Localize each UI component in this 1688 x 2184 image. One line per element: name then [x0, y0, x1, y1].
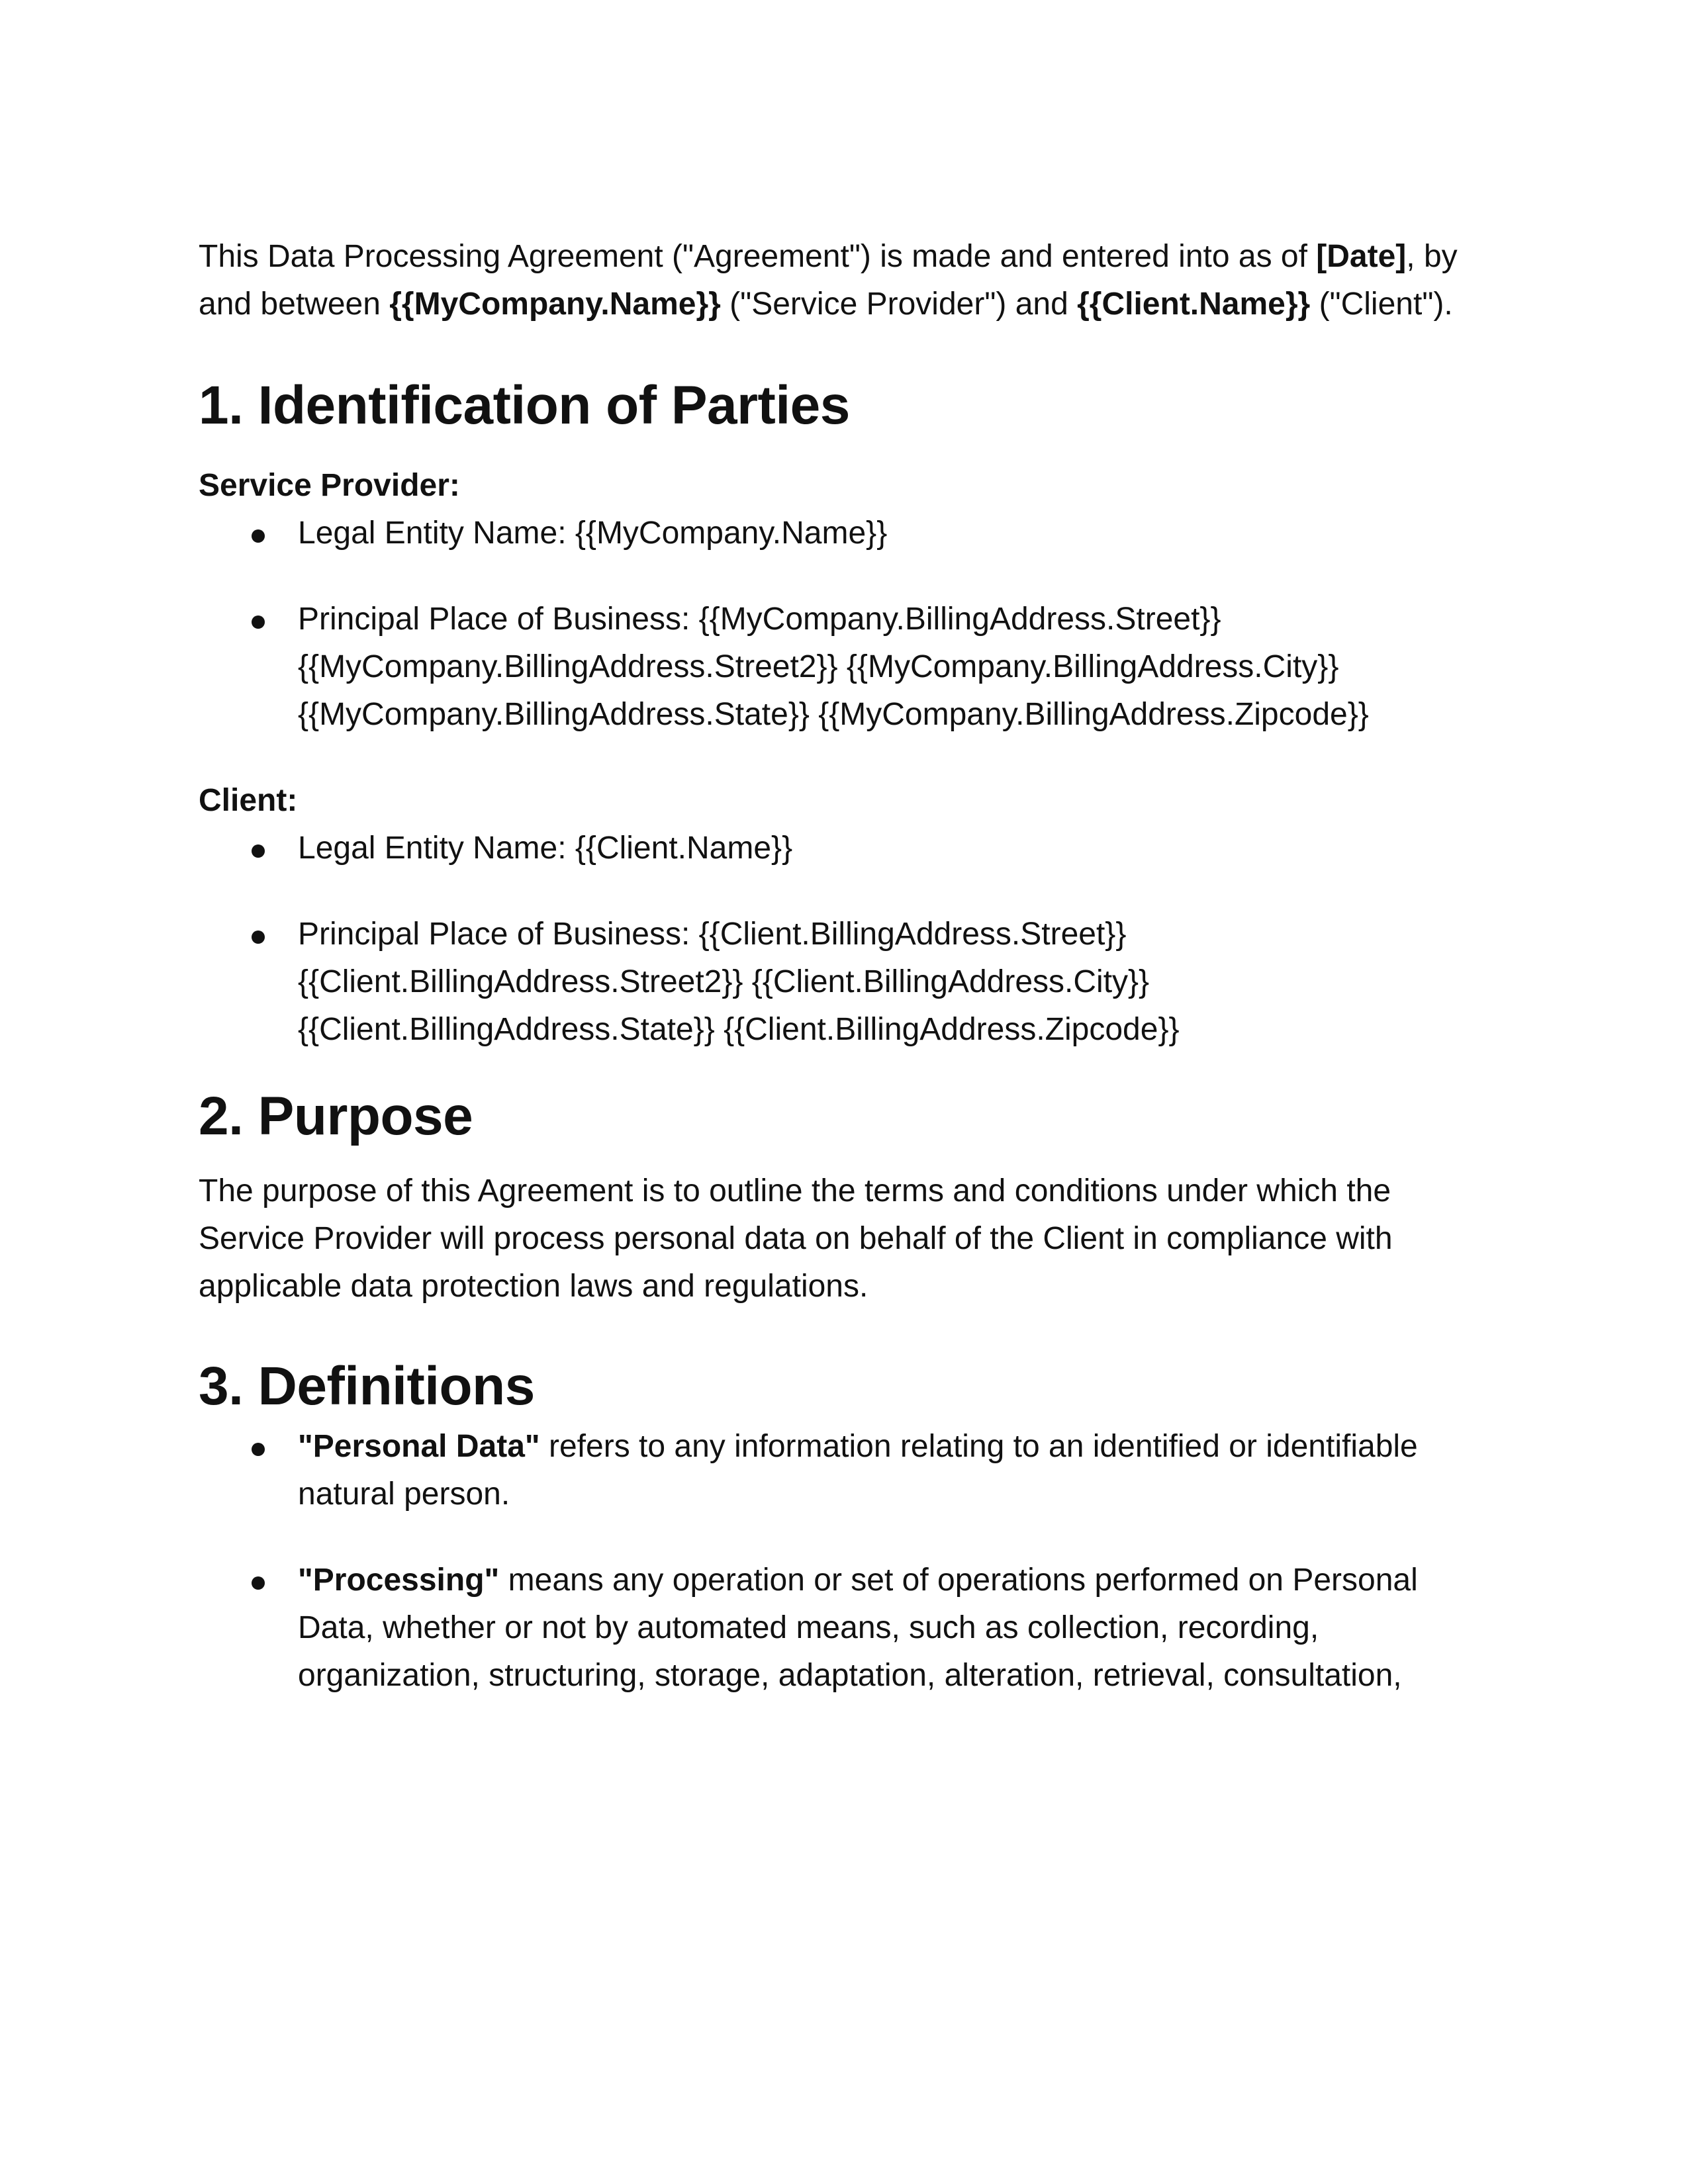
intro-text-1: This Data Processing Agreement ("Agreement") is made and entered into as of — [199, 239, 1317, 274]
list-item — [199, 1423, 1470, 1518]
service-provider-label: Service Provider: — [199, 468, 460, 503]
definition-term: "Processing" — [298, 1563, 500, 1598]
intro-text-2: , by and between — [199, 239, 1458, 322]
list-item — [199, 1557, 1470, 1700]
definition-term: "Personal Data" — [298, 1429, 540, 1464]
list-item — [199, 596, 1470, 739]
definition-text: refers to any information relating to an identified or identifiable natural person. — [298, 1429, 1418, 1512]
client-label: Client: — [199, 783, 298, 818]
list-item — [199, 825, 1470, 872]
bullet-icon — [252, 844, 265, 858]
client-list — [199, 825, 1470, 1054]
bullet-icon — [252, 1443, 265, 1456]
definition-text: means any operation or set of operations performed on Personal Data, whether or not by automated means, such as collection, recording, organization, structuring, storage, adaptation, alteration, retrieval, consultation, — [298, 1563, 1418, 1693]
list-item — [199, 911, 1470, 1054]
provider-name-field: {{MyCompany.Name}} — [389, 287, 721, 322]
document-page — [199, 233, 1470, 1700]
intro-text-3: ("Service Provider") and — [720, 287, 1078, 322]
client-name-field: {{Client.Name}} — [1077, 287, 1311, 322]
bullet-icon — [252, 529, 265, 543]
intro-text-4: ("Client"). — [1310, 287, 1453, 322]
bullet-icon — [252, 931, 265, 944]
client-business-address: Principal Place of Business: {{Client.BillingAddress.Street}} {{Client.BillingAddress.Street2}} {{Client.BillingAddress.City}} {{Client.BillingAddress.State}} {{Client.BillingAddress.Zipcode}} — [298, 917, 1180, 1047]
intro-paragraph — [199, 233, 1470, 328]
section-2-heading: 2. Purpose — [199, 1086, 473, 1146]
client-entity-name: Legal Entity Name: {{Client.Name}} — [298, 831, 793, 866]
section-1-heading: 1. Identification of Parties — [199, 375, 850, 435]
purpose-paragraph: The purpose of this Agreement is to outline the terms and conditions under which the Service Provider will process personal data on behalf of the Client in compliance with applicable data protection laws and regulations. — [199, 1173, 1393, 1304]
section-3-heading: 3. Definitions — [199, 1356, 535, 1416]
agreement-date-field: [Date] — [1316, 239, 1407, 274]
definitions-list — [199, 1423, 1470, 1700]
service-provider-list — [199, 510, 1470, 739]
provider-business-address: Principal Place of Business: {{MyCompany.BillingAddress.Street}} {{MyCompany.BillingAddress.Street2}} {{MyCompany.BillingAddress.City}} {{MyCompany.BillingAddress.State}} {{MyCompany.BillingAddress.Zipcode}} — [298, 602, 1369, 732]
list-item — [199, 510, 1470, 557]
bullet-icon — [252, 1576, 265, 1590]
bullet-icon — [252, 615, 265, 629]
provider-entity-name: Legal Entity Name: {{MyCompany.Name}} — [298, 516, 888, 551]
